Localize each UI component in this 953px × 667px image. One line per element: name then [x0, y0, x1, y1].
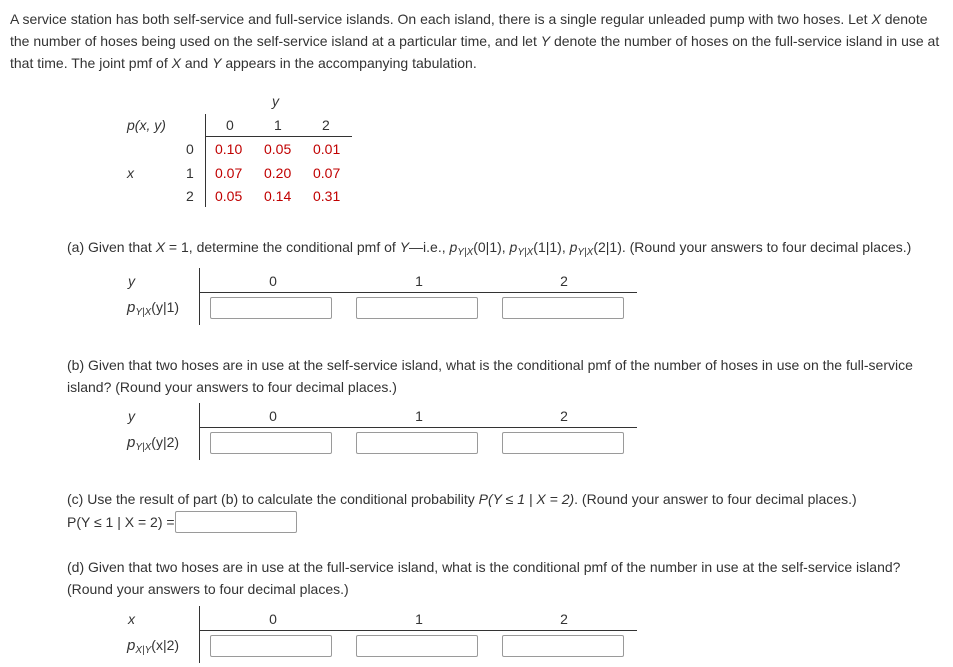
- part-b-header-label: y: [128, 408, 135, 424]
- part-a-args-3: (2|1). (Round your answers to four decimal places.): [593, 239, 912, 255]
- joint-cell-0-2: 0.01: [313, 141, 341, 157]
- part-a-text-1: (a) Given that: [67, 239, 156, 255]
- intro-var-x: X: [871, 11, 881, 27]
- part-a-horizontal-rule: [199, 292, 637, 293]
- part-a-answer-y1[interactable]: [356, 297, 478, 319]
- intro-text-3: denote the number of hoses on the full-service island in use at that time. The joint pmf of: [10, 33, 940, 71]
- part-d-vertical-rule: [199, 606, 200, 663]
- part-b-row-label: $p_{Y|X}(y|2)$: [127, 434, 180, 453]
- joint-col-header-1: 1: [274, 117, 282, 133]
- joint-corner-label: p(x, y): [127, 117, 166, 133]
- joint-row-header-0: 0: [186, 141, 194, 157]
- part-c-text-1: (c) Use the result of part (b) to calculate the conditional probability: [67, 491, 479, 507]
- part-b-question: (b) Given that two hoses are in use at the self-service island, what is the conditional pmf of the number of hoses in use on the full-service island? (Round your answers to four decimal places.): [67, 357, 913, 395]
- part-b-answer-y1[interactable]: [356, 432, 478, 454]
- intro-var-y2: Y: [212, 55, 222, 71]
- part-a-col-0: 0: [269, 273, 277, 289]
- part-d-col-1: 1: [415, 611, 423, 627]
- part-d-col-0: 0: [269, 611, 277, 627]
- part-a-args-2: (1|1),: [533, 239, 570, 255]
- joint-table-vertical-rule: [205, 114, 206, 207]
- intro-text-4: and: [180, 55, 213, 71]
- part-b-col-0: 0: [269, 408, 277, 424]
- part-d-row-label: $p_{X|Y}(x|2)$: [127, 637, 180, 656]
- problem-statement: [10, 8, 945, 74]
- part-b-col-2: 2: [560, 408, 568, 424]
- part-d-answer-x0[interactable]: [210, 635, 332, 657]
- part-a-text-2: = 1, determine the conditional pmf of: [165, 239, 400, 255]
- joint-cell-1-1: 0.20: [264, 165, 292, 181]
- part-b-vertical-rule: [199, 403, 200, 460]
- part-b-col-1: 1: [415, 408, 423, 424]
- part-d-header-label: x: [128, 611, 135, 627]
- joint-cell-1-2: 0.07: [313, 165, 341, 181]
- joint-col-header-0: 0: [226, 117, 234, 133]
- joint-table-horizontal-rule: [205, 136, 352, 137]
- intro-text-5: appears in the accompanying tabulation.: [221, 55, 477, 71]
- joint-row-header-2: 2: [186, 188, 194, 204]
- joint-cell-2-1: 0.14: [264, 188, 292, 204]
- part-c-expression: P(Y ≤ 1 | X = 2): [478, 491, 575, 507]
- part-c-answer-label: P(Y ≤ 1 | X = 2) =: [67, 514, 175, 530]
- intro-text-1: A service station has both self-service and full-service islands. On each island, there is a single regular unleaded pump with two hoses. Let: [10, 11, 872, 27]
- joint-row-header-1: 1: [186, 165, 194, 181]
- part-a-answer-y0[interactable]: [210, 297, 332, 319]
- part-a-col-2: 2: [560, 273, 568, 289]
- part-c-text-2: . (Round your answer to four decimal places.): [574, 491, 857, 507]
- joint-cell-0-0: 0.10: [215, 141, 243, 157]
- part-a-header-label: y: [128, 273, 135, 289]
- joint-cell-0-1: 0.05: [264, 141, 292, 157]
- part-c-question: [67, 488, 937, 510]
- part-b-answer-y0[interactable]: [210, 432, 332, 454]
- intro-var-x2: X: [171, 55, 181, 71]
- part-d-answer-x2[interactable]: [502, 635, 624, 657]
- part-a-answer-y2[interactable]: [502, 297, 624, 319]
- part-c-answer-input[interactable]: [175, 511, 297, 533]
- part-d-answer-x1[interactable]: [356, 635, 478, 657]
- part-b-horizontal-rule: [199, 427, 637, 428]
- part-a-vertical-rule: [199, 268, 200, 325]
- intro-var-y: Y: [540, 33, 551, 49]
- joint-col-header-2: 2: [322, 117, 330, 133]
- part-b-answer-y2[interactable]: [502, 432, 624, 454]
- part-a-col-1: 1: [415, 273, 423, 289]
- part-d-question: (d) Given that two hoses are in use at the full-service island, what is the conditional pmf of the number in use at the self-service island? (Round your answers to four decimal places.): [67, 559, 901, 597]
- joint-cell-2-2: 0.31: [313, 188, 341, 204]
- part-d-horizontal-rule: [199, 630, 637, 631]
- part-a-text-3: —i.e.,: [409, 239, 450, 255]
- part-a-args-1: (0|1),: [473, 239, 510, 255]
- part-a-var-y: Y: [399, 239, 410, 255]
- part-a-var-x: X: [155, 239, 166, 255]
- part-d-col-2: 2: [560, 611, 568, 627]
- joint-x-axis-label: x: [127, 165, 134, 181]
- joint-cell-2-0: 0.05: [215, 188, 243, 204]
- part-a-question: (a) Given that X = 1, determine the conditional pmf of Y—i.e., $p_{Y|X}(0|1)$, $p_{Y|X}(1|1)$, $p_{Y|X}(2|1)$. (Round your answers to four decimal places.): [67, 239, 912, 258]
- joint-y-axis-label: y: [272, 93, 279, 109]
- joint-cell-1-0: 0.07: [215, 165, 243, 181]
- part-a-row-label: $p_{Y|X}(y|1)$: [127, 299, 180, 318]
- intro-text-2: denote the number of hoses being used on the self-service island at a particular time, and let: [10, 11, 928, 49]
